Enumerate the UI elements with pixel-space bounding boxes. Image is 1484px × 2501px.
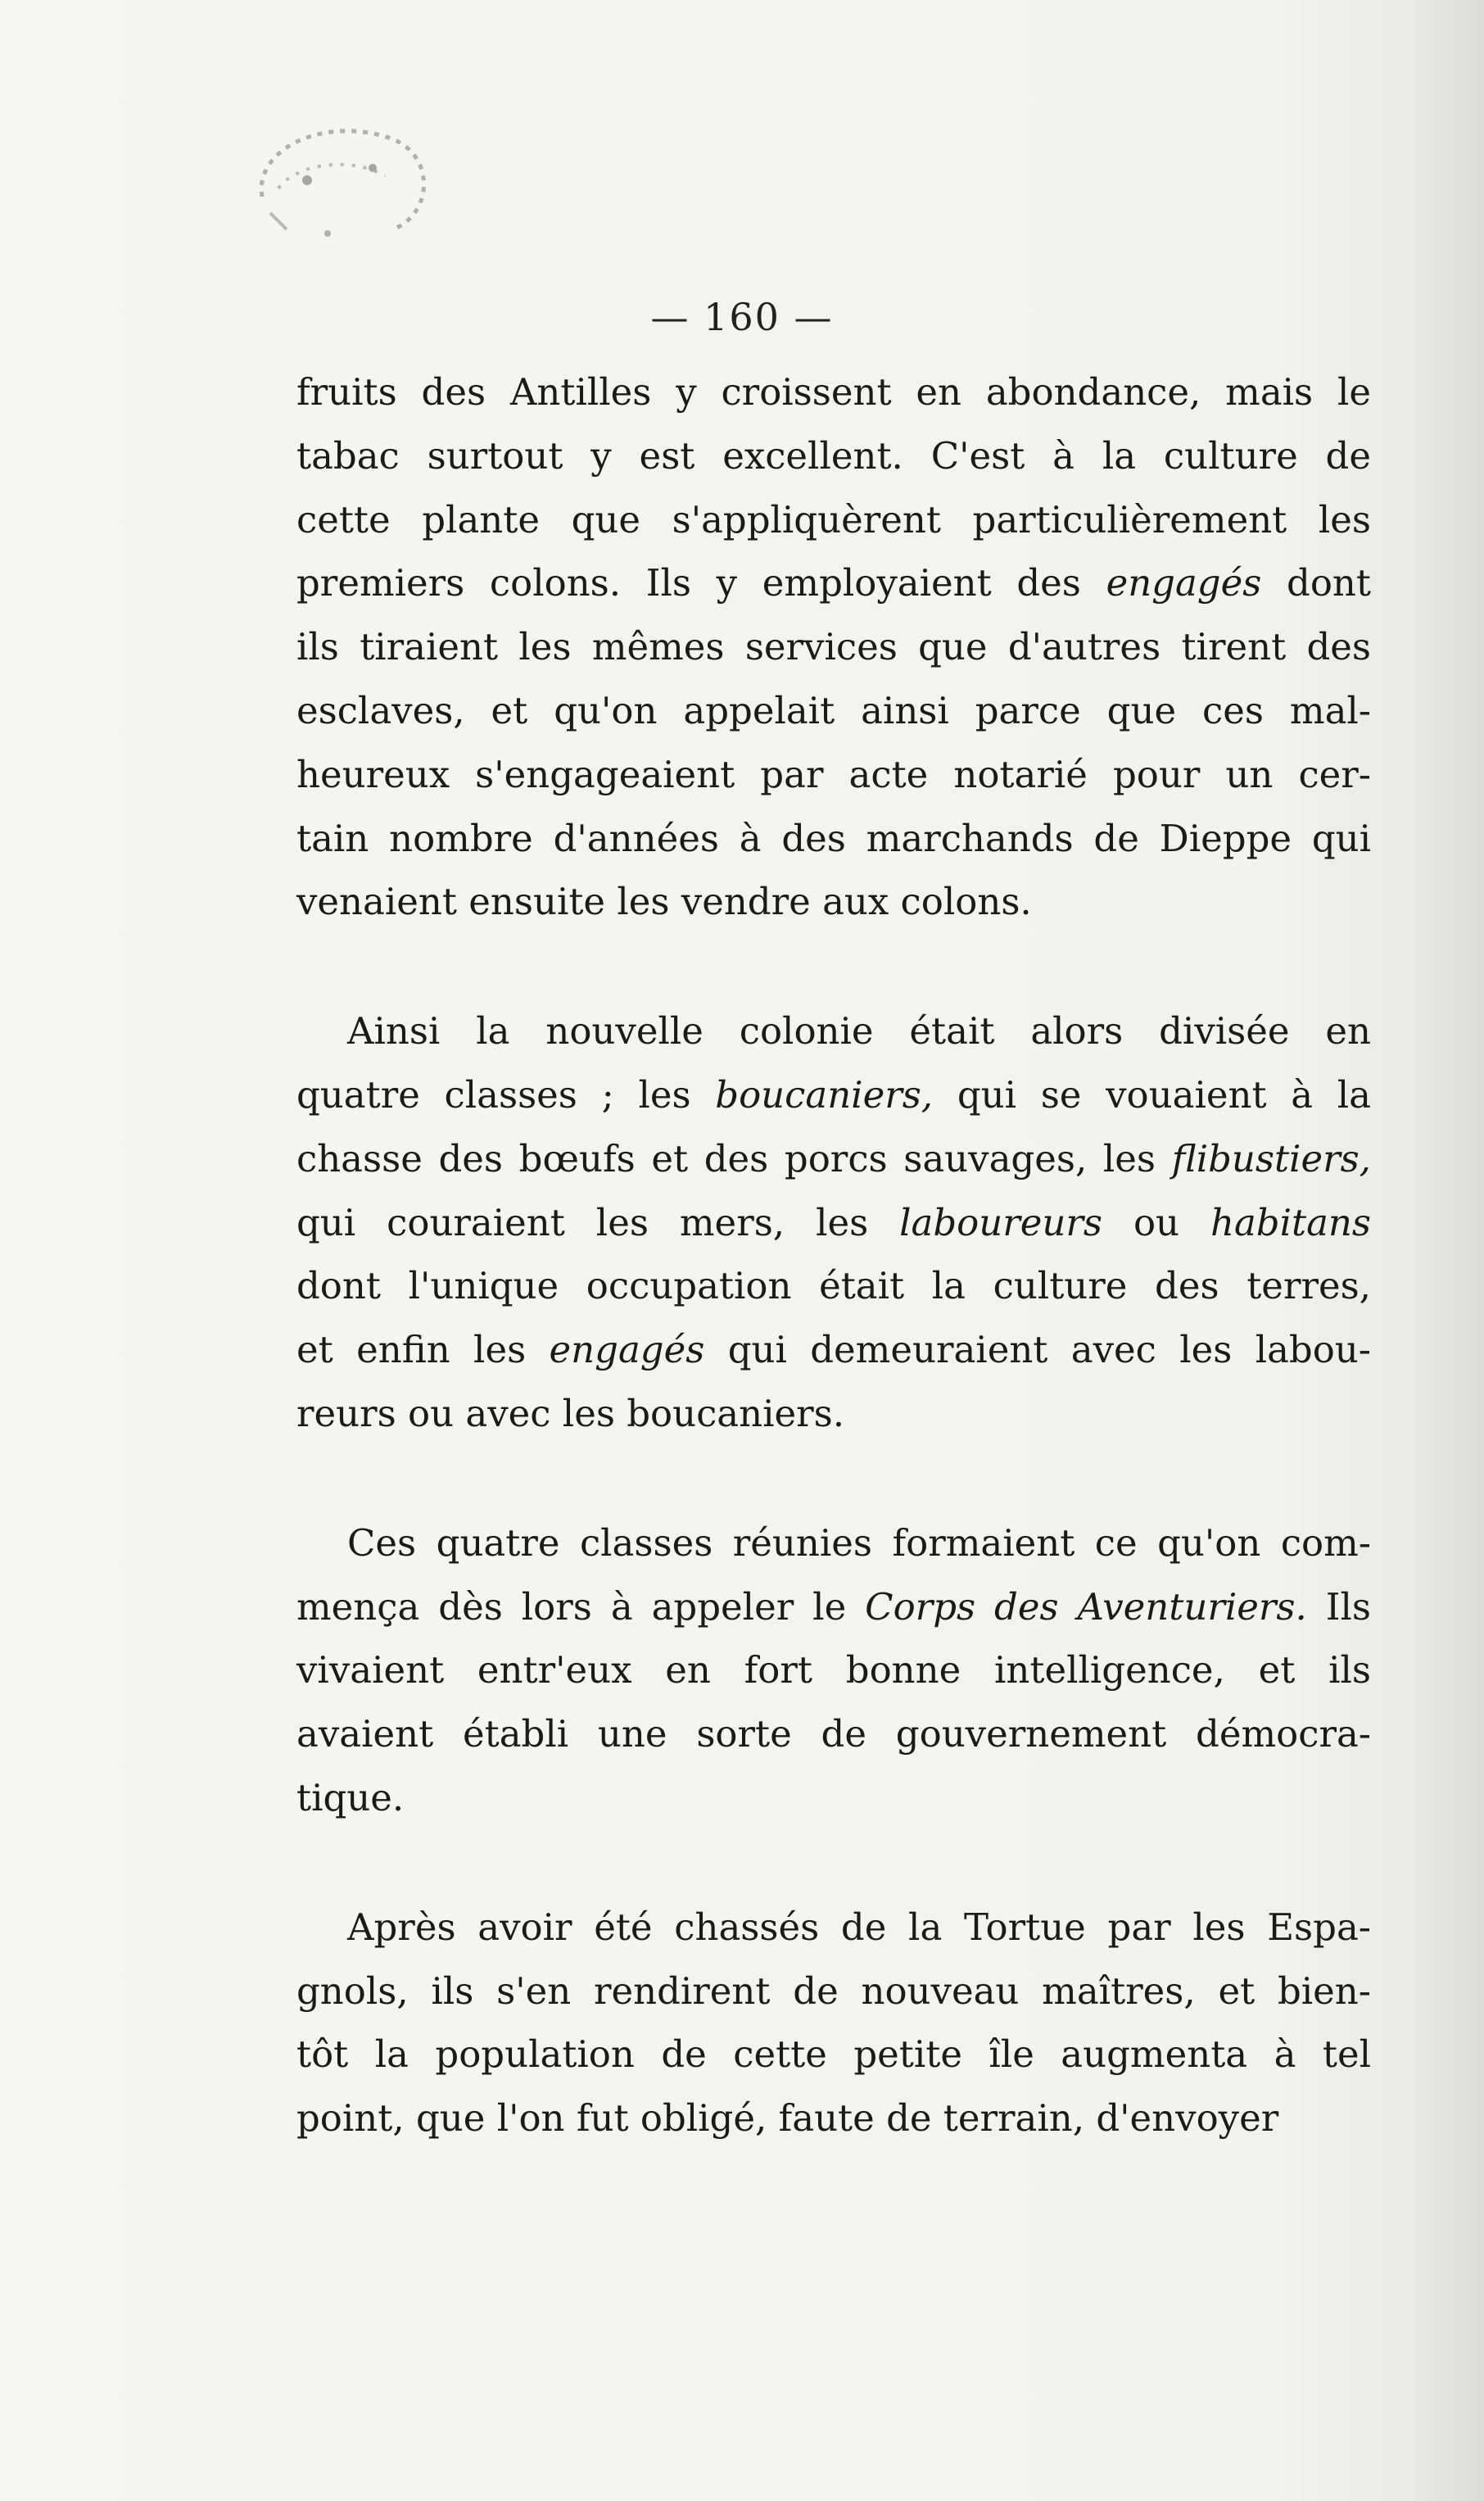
text-line xyxy=(296,1896,1371,1960)
text-line xyxy=(296,1766,1371,1830)
text-line xyxy=(296,1702,1371,1766)
italic-term: flibustiers, xyxy=(1171,1136,1371,1180)
italic-term: boucaniers, xyxy=(715,1072,934,1117)
text-line xyxy=(296,1638,1371,1702)
text-run: tabac surtout y est excellent. C'est à la culture de xyxy=(296,433,1371,478)
text-run: cette plante que s'appliquèrent particulièrement les xyxy=(296,497,1371,541)
text-run: qui se vouaient à la xyxy=(933,1072,1372,1117)
text-run: quatre classes ; les xyxy=(296,1072,716,1117)
paragraph xyxy=(296,360,1371,934)
text-line xyxy=(296,743,1371,807)
text-run: point, que l'on fut obligé, faute de terrain, d'envoyer xyxy=(296,2096,1279,2141)
text-run: Ils xyxy=(1306,1584,1371,1629)
text-run: ou xyxy=(1102,1200,1210,1244)
text-run: mença dès lors à appeler le xyxy=(296,1584,866,1629)
library-stamp-icon xyxy=(229,98,442,262)
paragraph-gap xyxy=(296,1446,1371,1511)
paragraph-gap xyxy=(296,1830,1371,1896)
text-line xyxy=(296,488,1371,552)
text-run: vivaient entr'eux en fort bonne intelligence, et ils xyxy=(296,1648,1371,1692)
text-run: et enfin les xyxy=(296,1328,550,1372)
text-run: gnols, ils s'en rendirent de nouveau maîtres, et bien- xyxy=(296,1969,1371,2013)
text-line xyxy=(296,1063,1371,1127)
italic-term: engagés xyxy=(1106,561,1262,605)
text-run: qui demeuraient avec les labou- xyxy=(704,1328,1371,1372)
text-run: Ainsi la nouvelle colonie était alors divisée en xyxy=(347,1009,1371,1053)
text-line xyxy=(296,679,1371,743)
italic-term: Corps des Aventuriers. xyxy=(865,1584,1307,1629)
text-line xyxy=(296,807,1371,871)
text-run: chasse des bœufs et des porcs sauvages, les xyxy=(296,1136,1172,1180)
text-run: fruits des Antilles y croissent en abondance, mais le xyxy=(296,370,1371,414)
text-run: avaient établi une sorte de gouvernement démocra- xyxy=(296,1712,1371,1756)
text-run: Ces quatre classes réunies formaient ce qu'on com- xyxy=(347,1520,1371,1565)
text-line xyxy=(296,2086,1371,2150)
text-line xyxy=(296,360,1371,424)
text-run: qui couraient les mers, les xyxy=(296,1200,900,1244)
text-run: esclaves, et qu'on appelait ainsi parce que ces mal- xyxy=(296,688,1371,732)
page-number: — 160 — xyxy=(650,295,834,339)
text-line xyxy=(296,424,1371,488)
body-text xyxy=(296,360,1371,2150)
text-run: ils tiraient les mêmes services que d'autres tirent des xyxy=(296,625,1371,669)
paragraph xyxy=(296,1896,1371,2150)
text-line xyxy=(296,1127,1371,1191)
text-run: dont l'unique occupation était la culture des terres, xyxy=(296,1264,1371,1308)
text-line xyxy=(296,999,1371,1063)
text-line xyxy=(296,1318,1371,1382)
text-line xyxy=(296,615,1371,679)
text-run: dont xyxy=(1261,561,1371,605)
text-run: premiers colons. Ils y employaient des xyxy=(296,561,1106,605)
text-run: tôt la population de cette petite île augmenta à tel xyxy=(296,2032,1371,2077)
text-line xyxy=(296,1254,1371,1318)
paragraph xyxy=(296,999,1371,1446)
text-line xyxy=(296,1382,1371,1446)
paragraph xyxy=(296,1511,1371,1830)
text-run: venaient ensuite les vendre aux colons. xyxy=(296,880,1032,924)
paragraph-gap xyxy=(296,934,1371,999)
text-line xyxy=(296,1191,1371,1255)
text-run: heureux s'engageaient par acte notarié pour un cer- xyxy=(296,752,1371,796)
text-run: tain nombre d'années à des marchands de Dieppe qui xyxy=(296,816,1371,860)
text-line xyxy=(296,551,1371,615)
text-line xyxy=(296,1960,1371,2023)
text-line xyxy=(296,1511,1371,1575)
text-run: Après avoir été chassés de la Tortue par les Espa- xyxy=(347,1905,1371,1949)
text-run: tique. xyxy=(296,1775,405,1819)
text-line xyxy=(296,2023,1371,2086)
text-line xyxy=(296,1575,1371,1639)
text-run: reurs ou avec les boucaniers. xyxy=(296,1391,845,1435)
italic-term: laboureurs xyxy=(899,1200,1102,1244)
italic-term: habitans xyxy=(1210,1200,1371,1244)
text-line xyxy=(296,870,1371,934)
italic-term: engagés xyxy=(549,1328,705,1372)
